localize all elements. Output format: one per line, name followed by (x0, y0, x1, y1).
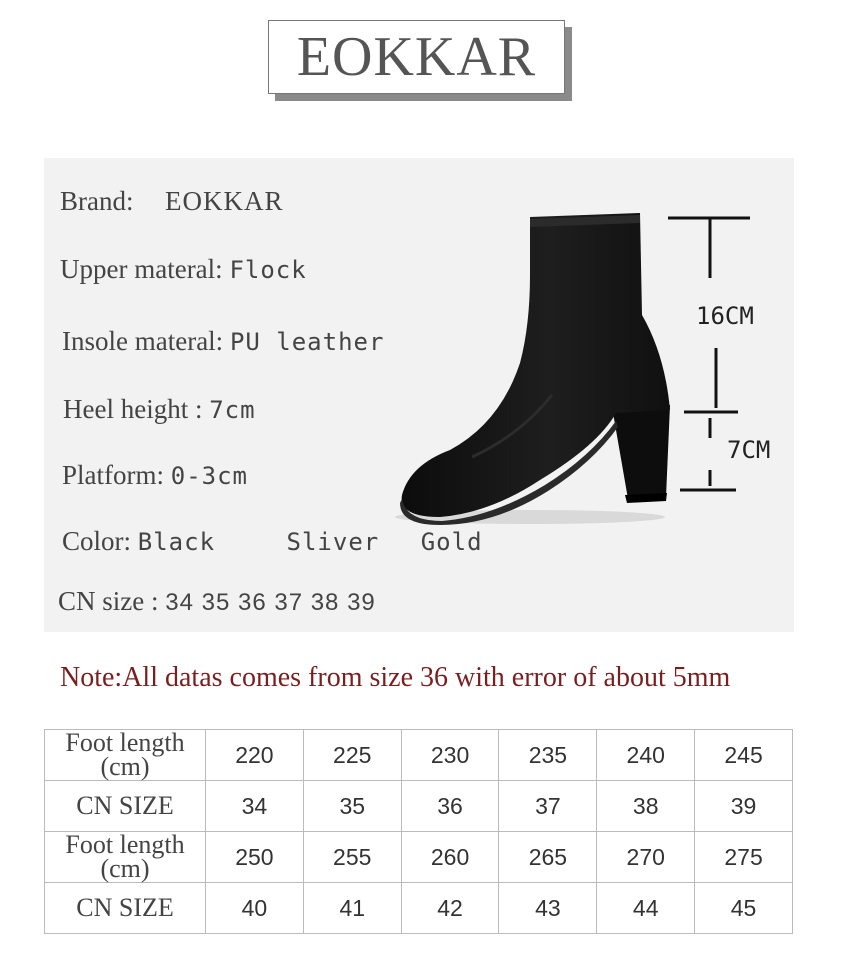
foot-length-cell: 220 (206, 730, 304, 781)
spec-upper-value: Flock (229, 256, 307, 284)
foot-length-cell: 235 (499, 730, 597, 781)
spec-upper (60, 254, 307, 285)
cn-size-cell: 45 (695, 883, 793, 934)
cn-size-cell: 34 (206, 781, 304, 832)
foot-length-cell: 225 (303, 730, 401, 781)
cn-size-cell: 35 (303, 781, 401, 832)
spec-size-value: 34 35 36 37 38 39 (165, 589, 376, 616)
table-row (45, 883, 793, 934)
spec-brand (60, 186, 284, 217)
spec-size-label: CN size : (58, 586, 159, 616)
foot-length-cell: 250 (206, 832, 304, 883)
foot-length-cell: 270 (597, 832, 695, 883)
shaft-height-label: 16CM (696, 302, 754, 330)
spec-color-gold: Gold (420, 528, 483, 556)
cn-size-cell: 41 (303, 883, 401, 934)
spec-size (58, 586, 376, 617)
table-row (45, 832, 793, 883)
measurement-note: Note:All datas comes from size 36 with error of about 5mm (60, 662, 731, 693)
spec-heel-label: Heel height : (63, 394, 203, 424)
cn-size-cell: 37 (499, 781, 597, 832)
foot-length-header: Foot length (cm) (45, 832, 206, 883)
spec-upper-label: Upper materal: (60, 254, 223, 284)
heel-height-label: 7CM (727, 436, 771, 464)
foot-length-cell: 255 (303, 832, 401, 883)
foot-length-cell: 275 (695, 832, 793, 883)
cn-size-cell: 36 (401, 781, 499, 832)
spec-brand-label: Brand: (60, 186, 134, 216)
foot-length-header: Foot length (cm) (45, 730, 206, 781)
spec-heel (63, 394, 256, 425)
brand-logo-text: EOKKAR (296, 26, 537, 88)
foot-length-cell: 230 (401, 730, 499, 781)
spec-insole-label: Insole materal: (62, 326, 224, 356)
spec-platform (62, 460, 248, 491)
cn-size-cell: 44 (597, 883, 695, 934)
spec-heel-value: 7cm (209, 396, 256, 424)
spec-color-label: Color: (62, 526, 132, 556)
cn-size-cell: 40 (206, 883, 304, 934)
spec-platform-value: 0-3cm (170, 462, 248, 490)
table-row (45, 730, 793, 781)
table-row (45, 781, 793, 832)
spec-brand-value: EOKKAR (165, 186, 284, 216)
foot-length-cell: 260 (401, 832, 499, 883)
cn-size-header: CN SIZE (45, 781, 206, 832)
cn-size-cell: 43 (499, 883, 597, 934)
spec-color-black: Black (137, 528, 216, 556)
cn-size-cell: 42 (401, 883, 499, 934)
sock-boot-image (380, 195, 680, 535)
foot-length-cell: 265 (499, 832, 597, 883)
spec-insole (62, 326, 384, 357)
spec-insole-value: PU leather (229, 328, 385, 356)
size-table (44, 729, 793, 934)
spec-platform-label: Platform: (62, 460, 164, 490)
foot-length-cell: 245 (695, 730, 793, 781)
cn-size-cell: 39 (695, 781, 793, 832)
cn-size-cell: 38 (597, 781, 695, 832)
spec-color-sliver: Sliver (286, 528, 380, 556)
foot-length-cell: 240 (597, 730, 695, 781)
brand-logo (268, 20, 565, 94)
cn-size-header: CN SIZE (45, 883, 206, 934)
